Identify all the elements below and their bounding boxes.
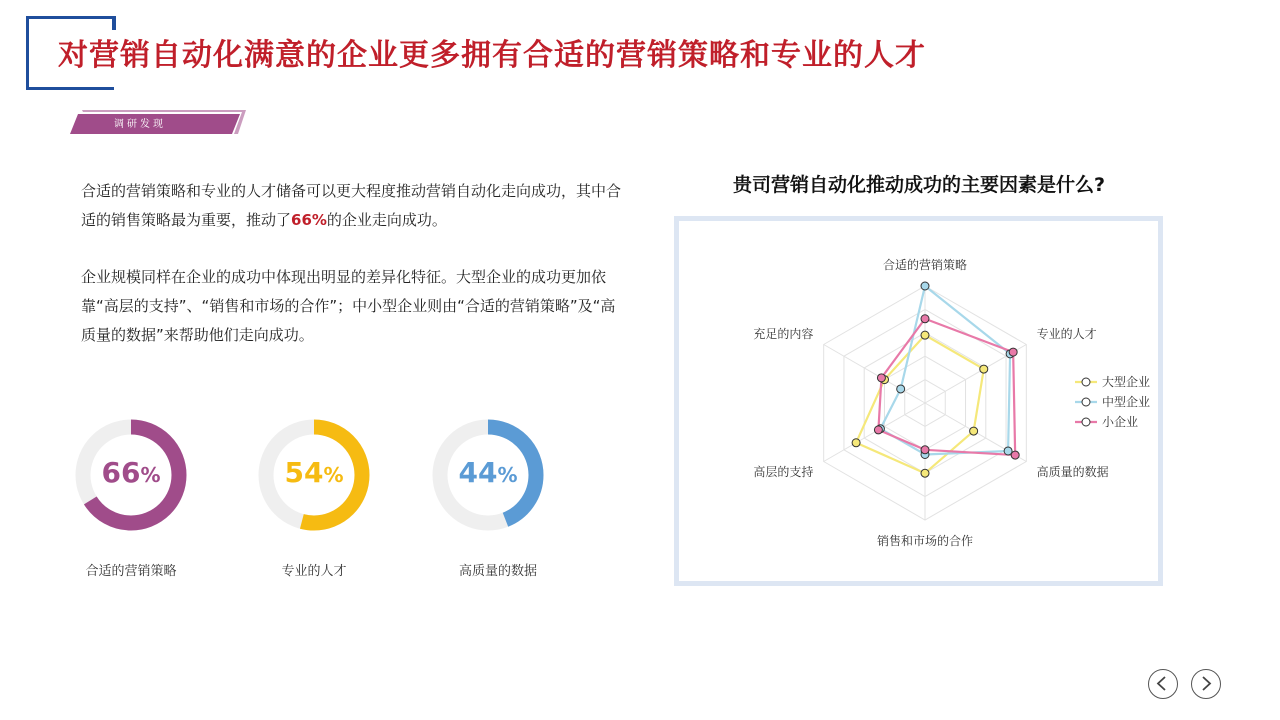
radar-point <box>1009 348 1017 356</box>
prev-button[interactable] <box>1148 669 1178 699</box>
radar-axis-label: 充足的内容 <box>753 326 814 341</box>
legend-marker <box>1082 398 1090 406</box>
chart-title: 贵司营销自动化推动成功的主要因素是什么? <box>732 174 1106 196</box>
radar-point <box>874 426 882 434</box>
legend-label: 大型企业 <box>1102 375 1151 389</box>
intro-paragraph: 合适的营销策略和专业的人才储备可以更大程度推动营销自动化走向成功，其中合适的销售策略最为重要，推动了66%的企业走向成功。 <box>81 182 622 229</box>
ring-label: 合适的营销策略 <box>85 564 177 579</box>
ring-value: 66% <box>101 456 161 489</box>
ring-label: 高质量的数据 <box>458 564 537 579</box>
radar-point <box>921 331 929 339</box>
radar-point <box>897 385 905 393</box>
radar-point <box>921 315 929 323</box>
legend-label: 小企业 <box>1102 415 1139 429</box>
radar-point <box>970 427 978 435</box>
radar-axis-label: 高质量的数据 <box>1036 465 1109 480</box>
chart-frame <box>674 216 1163 586</box>
page-title: 对营销自动化满意的企业更多拥有合适的营销策略和专业的人才 <box>58 38 926 73</box>
radar-point <box>852 439 860 447</box>
legend-marker <box>1082 378 1090 386</box>
size-paragraph: 企业规模同样在企业的成功中体现出明显的差异化特征。大型企业的成功更加依靠“高层的支持”、“销售和市场的合作”；中小型企业则由“合适的营销策略”及“高质量的数据”来帮助他们走向成功。 <box>81 268 616 344</box>
next-button[interactable] <box>1191 669 1221 699</box>
ring-label: 专业的人才 <box>281 564 347 579</box>
legend-marker <box>1082 418 1090 426</box>
title-bracket-tick <box>112 16 116 30</box>
radar-point <box>921 446 929 454</box>
ring-value: 54% <box>284 456 344 489</box>
chevron-left-icon <box>1149 670 1176 697</box>
chevron-right-icon <box>1192 670 1219 697</box>
legend-label: 中型企业 <box>1102 395 1151 409</box>
radar-axis-label: 合适的营销策略 <box>882 257 968 272</box>
radar-point <box>980 365 988 373</box>
highlight-value: 66% <box>291 211 327 229</box>
radar-point <box>1011 451 1019 459</box>
radar-axis-label: 销售和市场的合作 <box>876 534 974 549</box>
radar-point <box>921 282 929 290</box>
section-tag: 调研发现 <box>114 119 166 130</box>
radar-axis-label: 高层的支持 <box>753 465 814 480</box>
radar-point <box>877 374 885 382</box>
radar-point <box>921 469 929 477</box>
ring-value: 44% <box>458 456 518 489</box>
radar-chart <box>679 221 1158 581</box>
radar-axis-label: 专业的人才 <box>1036 326 1097 341</box>
radar-axis-line <box>824 403 925 462</box>
